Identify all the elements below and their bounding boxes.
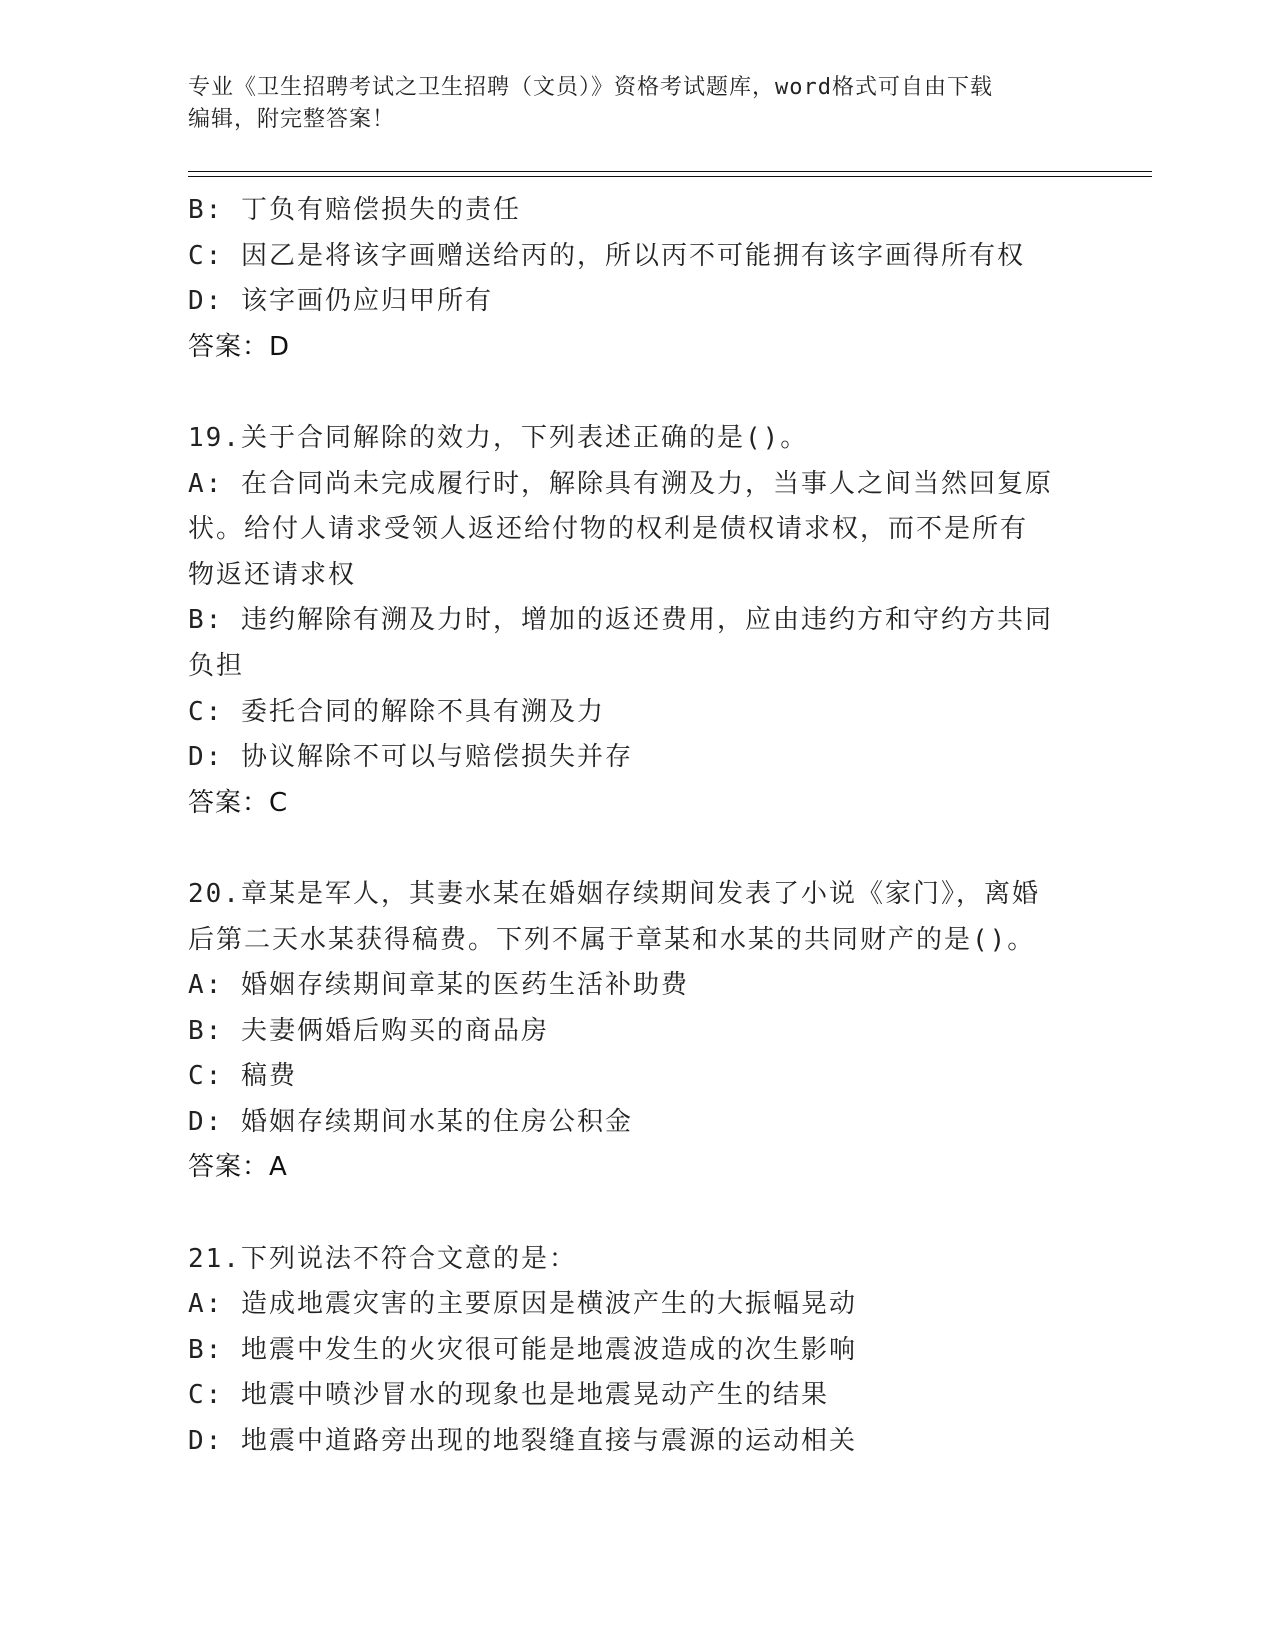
option-b-line-2: 负担	[188, 650, 245, 681]
answer: 答案：D	[188, 331, 291, 362]
option-c: C: 因乙是将该字画赠送给丙的，所以丙不可能拥有该字画得所有权	[188, 240, 1025, 271]
question-stem: 21.下列说法不符合文意的是：	[188, 1243, 577, 1274]
question-20	[188, 872, 1088, 1191]
question-list	[188, 188, 1088, 1465]
question-stem-line-1: 20.章某是军人，其妻水某在婚姻存续期间发表了小说《家门》，离婚	[188, 878, 1040, 909]
option-b: B: 地震中发生的火灾很可能是地震波造成的次生影响	[188, 1334, 857, 1365]
answer: 答案：C	[188, 787, 289, 818]
header-rule-top	[188, 171, 1152, 172]
option-b: B: 夫妻俩婚后购买的商品房	[188, 1015, 549, 1046]
option-a: A: 造成地震灾害的主要原因是横波产生的大振幅晃动	[188, 1289, 857, 1320]
option-a-line-1: A: 在合同尚未完成履行时，解除具有溯及力，当事人之间当然回复原	[188, 468, 1053, 499]
option-c: C: 地震中喷沙冒水的现象也是地震晃动产生的结果	[188, 1380, 829, 1411]
spacer	[188, 826, 1088, 872]
option-c: C: 委托合同的解除不具有溯及力	[188, 696, 605, 727]
option-c: C: 稿费	[188, 1061, 297, 1092]
option-a-line-3: 物返还请求权	[188, 559, 357, 590]
spacer	[188, 370, 1088, 416]
header-line-2: 编辑，附完整答案！	[188, 107, 396, 132]
answer: 答案：A	[188, 1152, 288, 1183]
option-d: D: 协议解除不可以与赔偿损失并存	[188, 742, 633, 773]
question-18-tail	[188, 188, 1088, 370]
option-a-line-2: 状。给付人请求受领人返还给付物的权利是债权请求权，而不是所有	[188, 514, 1029, 545]
question-stem-line-2: 后第二天水某获得稿费。下列不属于章某和水某的共同财产的是()。	[188, 924, 1036, 955]
question-21	[188, 1237, 1088, 1465]
header-rule-bottom	[188, 176, 1152, 177]
option-d: D: 该字画仍应归甲所有	[188, 286, 493, 317]
spacer	[188, 1191, 1088, 1237]
question-stem: 19.关于合同解除的效力，下列表述正确的是()。	[188, 422, 809, 453]
header-line-1: 专业《卫生招聘考试之卫生招聘（文员）》资格考试题库，word格式可自由下载	[188, 75, 993, 100]
option-d: D: 婚姻存续期间水某的住房公积金	[188, 1106, 633, 1137]
option-d: D: 地震中道路旁出现的地裂缝直接与震源的运动相关	[188, 1426, 857, 1457]
option-b-line-1: B: 违约解除有溯及力时，增加的返还费用，应由违约方和守约方共同	[188, 605, 1053, 636]
question-19	[188, 416, 1088, 826]
document-header	[188, 72, 1068, 136]
option-a: A: 婚姻存续期间章某的医药生活补助费	[188, 970, 689, 1001]
option-b: B: 丁负有赔偿损失的责任	[188, 195, 521, 225]
